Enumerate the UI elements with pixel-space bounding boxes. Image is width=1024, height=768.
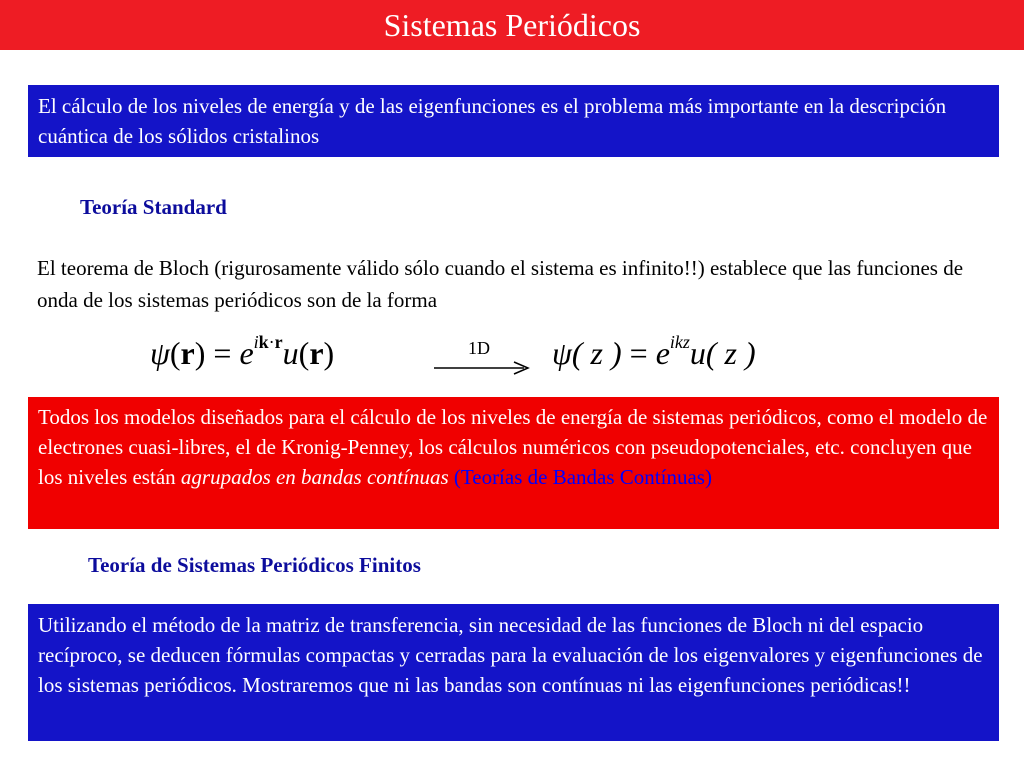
exponent (254, 332, 283, 353)
psi-symbol: ψ (150, 335, 170, 371)
intro-text: El cálculo de los niveles de energía y de las eigenfunciones es el problema más importante en la descripción cuántica de los sólidos cristalinos (38, 94, 947, 148)
u-function: u (282, 335, 299, 371)
arrow-icon (432, 338, 536, 378)
paren: ( (298, 335, 310, 371)
exp-i: i (253, 332, 259, 352)
paren: ) (194, 335, 206, 371)
u-function: u (689, 335, 706, 371)
paren: ) (323, 335, 335, 371)
band-theory-text: Todos los modelos diseñados para el cálculo de los niveles de energía de sistemas periódicos, como el modelo de electrones cuasi-libres, el de Kronig-Penney, los cálculos numéricos con pseudopotenciales, etc. concluyen que los niveles están (38, 405, 988, 489)
exp-dot: · (268, 332, 275, 352)
band-theory-italic: agrupados en bandas contínuas (180, 465, 449, 489)
r-vector: r (180, 335, 195, 371)
arrow-label: 1D (468, 338, 490, 358)
paren: ( (169, 335, 181, 371)
final-box (28, 604, 999, 741)
band-theory-trailing: (Teorías de Bandas Contínuas) (448, 465, 712, 489)
bloch-formula-3d (150, 332, 335, 393)
lhs-arg: ( z ) (571, 335, 622, 371)
exponent: ikz (669, 332, 690, 352)
r-vector: r (309, 335, 324, 371)
bloch-paragraph: El teorema de Bloch (rigurosamente válido sólo cuando el sistema es infinito!!) establece que las funciones de onda de los sistemas periódicos son de la forma (37, 256, 964, 312)
equals-sign: = (205, 335, 240, 371)
equals-sign: = (621, 335, 656, 371)
final-text: Utilizando el método de la matriz de transferencia, sin necesidad de las funciones de Bloch ni del espacio recíproco, se deducen fórmulas compactas y cerradas para la evaluación de los eigenvalores y eigenfunciones de los sistemas periódicos. Mostraremos que ni las bandas son contínuas ni las eigenfunciones periódicas!! (38, 613, 983, 697)
band-theory-box (28, 397, 999, 529)
title-bar (0, 0, 1024, 50)
page-title: Sistemas Periódicos (383, 6, 641, 43)
section-heading-standard: Teoría Standard (80, 195, 227, 219)
exp-k: k (258, 332, 269, 352)
reduction-arrow (432, 338, 536, 378)
section-heading-finite: Teoría de Sistemas Periódicos Finitos (88, 553, 421, 577)
exp-base: e (239, 335, 254, 371)
exp-r: r (274, 332, 283, 352)
u-arg: ( z ) (705, 335, 756, 371)
bloch-formula-1d (552, 332, 756, 393)
intro-box (28, 85, 999, 157)
exp-base: e (655, 335, 670, 371)
psi-symbol: ψ (552, 335, 572, 371)
